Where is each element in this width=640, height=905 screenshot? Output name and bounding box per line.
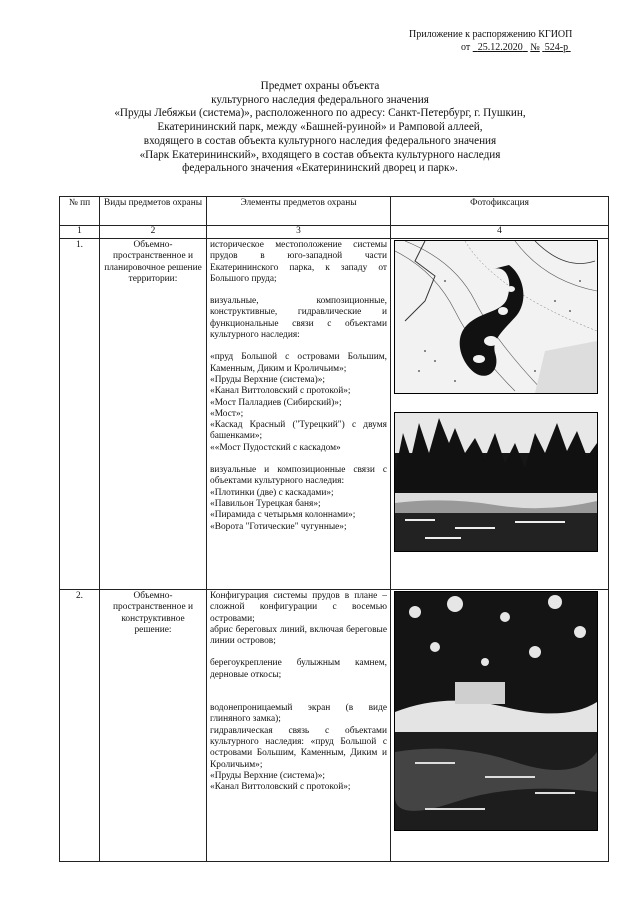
appendix-note bbox=[409, 28, 624, 54]
element-text: «Каскад Красный ("Турецкий") с двумя башенками»; bbox=[210, 420, 387, 442]
title-line-4: Екатерининский парк, между «Башней-руиной» и Рамповой аллеей, bbox=[157, 121, 483, 134]
appendix-from: от bbox=[461, 42, 471, 53]
column-number-row bbox=[60, 226, 609, 239]
title-line-1: Предмет охраны объекта bbox=[260, 80, 380, 92]
col-num-3: 3 bbox=[207, 226, 391, 239]
element-text: историческое местоположение системы прудов в юго-западной части Екатерининского парка, к западу от Большого пруда; bbox=[210, 240, 387, 284]
element-text: абрис береговых линий, включая береговые линии островов; bbox=[210, 624, 387, 647]
header-elements: Элементы предметов охраны bbox=[207, 197, 391, 226]
row-type: Объемно-пространственное и конструктивное решение: bbox=[100, 590, 207, 862]
header-number: № пп bbox=[60, 197, 100, 226]
row-elements bbox=[207, 590, 391, 862]
appendix-line-2 bbox=[409, 41, 624, 54]
element-text: «Мост»; bbox=[210, 408, 244, 419]
element-text: визуальные, композиционные, конструктивные, гидравлические и функциональные связи с объектами культурного наследия: bbox=[210, 296, 387, 341]
appendix-date: 25.12.2020 bbox=[477, 42, 523, 53]
element-text: Конфигурация системы прудов в плане – сложной конфигурации с восемью островами; bbox=[210, 591, 387, 624]
title-line-6: «Парк Екатерининский», входящего в состав объекта культурного наследия bbox=[139, 148, 501, 161]
row-number: 1. bbox=[60, 239, 100, 590]
element-text: «пруд Большой с островами Большим, Каменным, Диким и Кроличьим»; bbox=[210, 352, 387, 374]
element-text: «Плотинки (две) с каскадами»; bbox=[210, 487, 334, 498]
col-num-1: 1 bbox=[60, 226, 100, 239]
element-text: «Пирамида с четырьмя колоннами»; bbox=[210, 510, 356, 521]
header-photo: Фотофиксация bbox=[391, 197, 609, 226]
appendix-line-1: Приложение к распоряжению КГИОП bbox=[409, 29, 573, 40]
row-photos bbox=[391, 590, 609, 862]
element-text: берегоукрепление булыжным камнем, дерновые откосы; bbox=[210, 658, 387, 680]
element-text: «Пруды Верхние (система)»; bbox=[210, 374, 326, 385]
title-line-5: входящего в состав объекта культурного наследия федерального значения bbox=[143, 134, 497, 147]
pond-plan-photo bbox=[394, 240, 598, 394]
title-line-7: федерального значения «Екатерининский дворец и парк». bbox=[182, 162, 458, 175]
element-text: «Мост Палладиев (Сибирский)»; bbox=[210, 397, 342, 408]
row-photos bbox=[391, 239, 609, 590]
element-text: водонепроницаемый экран (в виде глиняного замка); bbox=[210, 703, 387, 725]
element-text: «Ворота "Готические" чугунные»; bbox=[210, 521, 347, 532]
element-text: «Павильон Турецкая баня»; bbox=[210, 498, 321, 509]
title-line-3: «Пруды Лебяжьи (система)», расположенного по адресу: Санкт-Петербург, г. Пушкин, bbox=[114, 107, 526, 120]
element-text: «Канал Виттоловский с протокой»; bbox=[210, 782, 351, 793]
element-text: ««Мост Пудостский с каскадом» bbox=[210, 442, 341, 453]
element-text: визуальные и композиционные связи с объектами культурного наследия: bbox=[210, 465, 387, 487]
element-text: гидравлическая связь с объектами культурного наследия: «пруд Большой с островами Большим, Каменным, Диким и Кроличьим»; bbox=[210, 725, 387, 770]
table-row bbox=[60, 590, 609, 862]
appendix-number-sign: № bbox=[530, 42, 540, 53]
element-text: «Канал Виттоловский с протокой»; bbox=[210, 386, 351, 397]
table-header-row bbox=[60, 197, 609, 226]
appendix-number: 524-р bbox=[544, 42, 569, 53]
col-num-4: 4 bbox=[391, 226, 609, 239]
col-num-2: 2 bbox=[100, 226, 207, 239]
row-elements bbox=[207, 239, 391, 590]
document-title bbox=[40, 80, 600, 176]
row-number: 2. bbox=[60, 590, 100, 862]
pond-shore-photo bbox=[394, 591, 598, 831]
row-type: Объемно-пространственное и планировочное решение территории: bbox=[100, 239, 207, 590]
protection-table bbox=[59, 196, 609, 862]
header-type: Виды предметов охраны bbox=[100, 197, 207, 226]
title-line-2: культурного наследия федерального значения bbox=[211, 93, 429, 106]
pond-landscape-photo bbox=[394, 412, 598, 552]
table-row bbox=[60, 239, 609, 590]
element-text: «Пруды Верхние (система)»; bbox=[210, 770, 326, 781]
